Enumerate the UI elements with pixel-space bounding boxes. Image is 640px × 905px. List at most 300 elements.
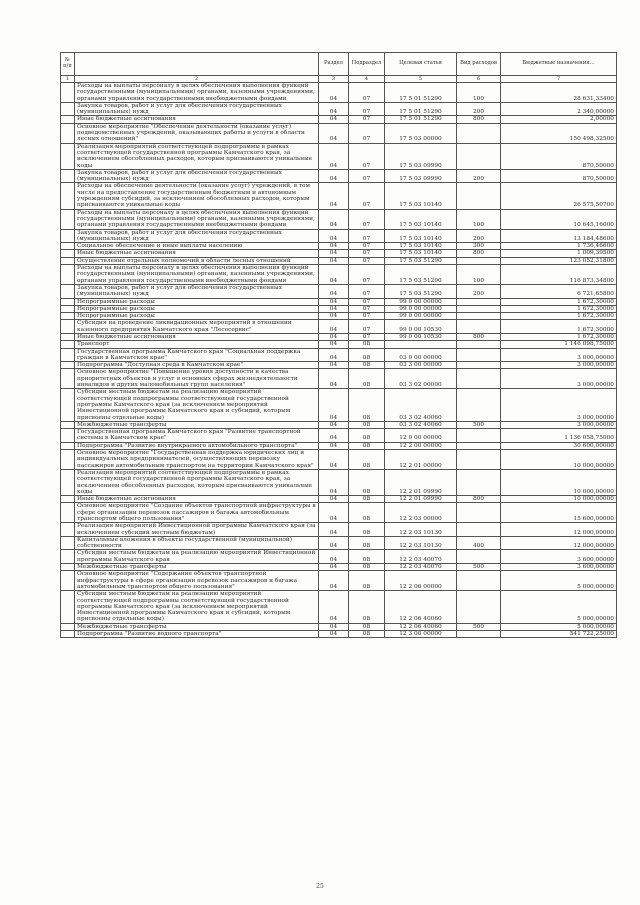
table-row [61,503,617,523]
row-type-cell [457,469,501,495]
row-amount-cell: 3 000,00000 [501,369,617,389]
row-section-cell: 04 [319,83,349,103]
row-type-cell [457,503,501,523]
row-amount-cell: 10 000,00000 [501,450,617,470]
row-number-cell [61,333,75,340]
table-row [61,305,617,312]
row-article-cell: 17 5 03 51290 [385,265,457,285]
row-amount-cell: 1 672,30000 [501,320,617,334]
row-name-cell: Реализация мероприятий соответствующей подпрограммы в рамках соответствующей государственной программы Камчатского края, за исключением обособленных расходов, которым присваиваются уникальные коды [75,469,319,495]
row-number-cell [61,591,75,623]
table-row [61,591,617,623]
table-row [61,469,617,495]
row-type-cell [457,183,501,209]
row-subsection-cell: 07 [349,83,385,103]
row-article-cell: 99 0 00 00000 [385,313,457,320]
row-section-cell: 04 [319,631,349,638]
row-type-cell [457,257,501,264]
row-number-cell [61,250,75,257]
row-name-cell: Подпрограмма "Развитие водного транспорта" [75,631,319,638]
row-type-cell: 800 [457,333,501,340]
table-row [61,123,617,143]
row-amount-cell: 1 736,46600 [501,243,617,250]
row-section-cell: 04 [319,536,349,550]
row-subsection-cell: 07 [349,123,385,143]
row-type-cell [457,320,501,334]
row-name-cell: Транспорт [75,341,319,348]
row-amount-cell: 10 000,00000 [501,496,617,503]
row-name-cell: Субсидия на проведение ликвидационных мероприятий в отношении казенного предприятия Камчатского края "Лесосервис" [75,320,319,334]
row-amount-cell: 1 136 058,75000 [501,429,617,443]
table-row [61,429,617,443]
row-subsection-cell: 07 [349,102,385,116]
row-amount-cell: 12 000,00000 [501,536,617,550]
row-name-cell: Расходы на выплаты персоналу в целях обеспечения выполнения функций государственными (муниципальными) органами, казенными учреждениями, органами управления государственными внебюджетными фондами [75,265,319,285]
row-article-cell: 99 0 00 00000 [385,305,457,312]
row-amount-cell: 5 000,00000 [501,623,617,630]
row-section-cell: 04 [319,503,349,523]
table-row [61,250,617,257]
row-amount-cell: 3 000,00000 [501,421,617,428]
row-section-cell: 04 [319,102,349,116]
row-name-cell: Основное мероприятие "Содержание объектов транспортной инфраструктуры в сфере организации перевозок пассажиров и багажа автомобильным транспортом общего пользования" [75,571,319,591]
row-number-cell [61,123,75,143]
row-name-cell: Основное мероприятие "Обеспечение деятельности (оказание услуг) подведомственных учреждений, оказывающих работы и услуги в области лесных отношений" [75,123,319,143]
row-name-cell: Субсидии местным бюджетам на реализацию мероприятий соответствующей подпрограммы соответствующей государственной программы Камчатского края (за исключением мероприятий Инвестиционной программы Камчатского края и субсидий, которым присвоены отдельные коды) [75,389,319,421]
row-subsection-cell: 08 [349,442,385,449]
row-section-cell: 04 [319,421,349,428]
row-amount-cell: 2,00000 [501,116,617,123]
table-row [61,229,617,243]
row-subsection-cell: 08 [349,369,385,389]
row-subsection-cell: 07 [349,209,385,229]
row-amount-cell: 10 000,00000 [501,469,617,495]
row-section-cell: 04 [319,320,349,334]
row-type-cell [457,571,501,591]
row-article-cell: 12 2 01 09990 [385,496,457,503]
row-article-cell: 17 5 03 10140 [385,229,457,243]
row-name-cell: Социальное обеспечение и иные выплаты населению [75,243,319,250]
row-name-cell: Реализация мероприятий Инвестиционной программы Камчатского края (за исключением субсидий местным бюджетам) [75,523,319,537]
row-number-cell [61,469,75,495]
row-subsection-cell: 08 [349,429,385,443]
column-number: 4 [349,76,385,83]
row-name-cell: Субсидии местным бюджетам на реализацию мероприятий соответствующей подпрограммы соответствующей государственной программы Камчатского края (за исключением мероприятий Инвестиционной программы Камчатского края и субсидий, которым присвоены отдельные коды) [75,591,319,623]
row-subsection-cell: 08 [349,421,385,428]
budget-sheet [60,52,616,638]
row-amount-cell: 3 000,00000 [501,389,617,421]
row-subsection-cell: 08 [349,362,385,369]
row-section-cell: 04 [319,257,349,264]
row-amount-cell: 5 000,00000 [501,591,617,623]
row-amount-cell: 1 672,30000 [501,298,617,305]
row-section-cell: 04 [319,183,349,209]
row-number-cell [61,116,75,123]
row-type-cell [457,305,501,312]
column-number: 5 [385,76,457,83]
row-number-cell [61,257,75,264]
row-section-cell: 04 [319,209,349,229]
row-article-cell: 99 0 00 00000 [385,298,457,305]
table-row [61,183,617,209]
column-header-amount: Бюджетные назначения… [501,53,617,76]
row-section-cell: 04 [319,442,349,449]
table-row [61,564,617,571]
row-subsection-cell: 07 [349,284,385,298]
row-article-cell: 03 3 00 00000 [385,362,457,369]
row-name-cell: Межбюджетные трансферты [75,623,319,630]
row-amount-cell: 28 631,33400 [501,83,617,103]
table-row [61,243,617,250]
column-number: 2 [75,76,319,83]
row-type-cell: 200 [457,169,501,183]
row-name-cell: Закупка товаров, работ и услуг для обеспечения государственных (муниципальных) нужд [75,284,319,298]
row-subsection-cell: 08 [349,631,385,638]
table-row [61,257,617,264]
table-row [61,341,617,348]
row-subsection-cell: 08 [349,623,385,630]
row-amount-cell: 12 000,00000 [501,523,617,537]
row-subsection-cell: 08 [349,591,385,623]
row-name-cell: Расходы на выплаты персоналу в целях обеспечения выполнения функций государственными (муниципальными) органами, казенными учреждениями, органами управления государственными внебюджетными фондами [75,209,319,229]
row-number-cell [61,503,75,523]
row-type-cell: 200 [457,284,501,298]
row-section-cell: 04 [319,369,349,389]
row-name-cell: Основное мероприятие "Создание объектов транспортной инфраструктуры в сфере организации перевозок пассажиров и багажа автомобильным транспортом общего пользования" [75,503,319,523]
row-subsection-cell: 08 [349,503,385,523]
row-section-cell: 04 [319,298,349,305]
table-row [61,169,617,183]
row-type-cell: 500 [457,623,501,630]
row-section-cell: 04 [319,265,349,285]
table-row [61,450,617,470]
row-number-cell [61,284,75,298]
row-type-cell [457,369,501,389]
row-amount-cell: 116 873,34800 [501,265,617,285]
row-article-cell: 03 3 02 00000 [385,369,457,389]
row-article-cell: 17 5 03 51290 [385,284,457,298]
row-subsection-cell: 08 [349,550,385,564]
table-row [61,442,617,449]
row-amount-cell: 3 600,00000 [501,550,617,564]
row-type-cell: 200 [457,229,501,243]
row-number-cell [61,243,75,250]
row-amount-cell: 13 184,48600 [501,229,617,243]
row-amount-cell: 541 722,25000 [501,631,617,638]
row-number-cell [61,631,75,638]
column-header-section: Раздел [319,53,349,76]
table-row [61,571,617,591]
row-article-cell: 03 3 02 40060 [385,389,457,421]
row-type-cell [457,389,501,421]
row-type-cell: 800 [457,496,501,503]
row-name-cell: Иные бюджетные ассигнования [75,496,319,503]
row-section-cell: 04 [319,623,349,630]
row-type-cell [457,442,501,449]
row-number-cell [61,183,75,209]
row-type-cell: 200 [457,102,501,116]
column-number: 3 [319,76,349,83]
table-body [61,83,617,638]
table-row [61,631,617,638]
table-row [61,143,617,169]
row-number-cell [61,450,75,470]
row-article-cell: 12 2 03 40070 [385,550,457,564]
table-row [61,284,617,298]
row-type-cell [457,313,501,320]
row-name-cell: Капитальные вложения в объекты государственной (муниципальной) собственности [75,536,319,550]
row-subsection-cell: 08 [349,341,385,348]
table-row [61,83,617,103]
row-article-cell: 12 2 01 00000 [385,450,457,470]
row-type-cell [457,143,501,169]
row-amount-cell: 870,50000 [501,169,617,183]
row-number-cell [61,536,75,550]
row-type-cell [457,550,501,564]
row-subsection-cell: 08 [349,348,385,362]
row-amount-cell: 1 672,30000 [501,305,617,312]
row-name-cell: Реализация мероприятий соответствующей подпрограммы в рамках соответствующей государственной программы Камчатского края, за исключением обособленных расходов, которым присваиваются уникальные коды [75,143,319,169]
row-amount-cell: 26 575,50700 [501,183,617,209]
row-subsection-cell: 08 [349,389,385,421]
row-section-cell: 04 [319,591,349,623]
row-type-cell: 100 [457,209,501,229]
row-section-cell: 04 [319,243,349,250]
row-section-cell: 04 [319,348,349,362]
row-subsection-cell: 08 [349,564,385,571]
row-type-cell [457,631,501,638]
row-type-cell [457,362,501,369]
table-row [61,209,617,229]
row-article-cell: 12 2 06 00000 [385,571,457,591]
row-subsection-cell: 08 [349,450,385,470]
row-section-cell: 04 [319,469,349,495]
row-article-cell: 17 5 03 09990 [385,143,457,169]
row-section-cell: 04 [319,333,349,340]
row-article-cell: 12 2 03 40070 [385,564,457,571]
row-amount-cell: 15 600,00000 [501,503,617,523]
row-number-cell [61,348,75,362]
row-section-cell: 04 [319,571,349,591]
row-subsection-cell: 07 [349,229,385,243]
row-section-cell: 04 [319,362,349,369]
row-amount-cell: 1 672,30000 [501,333,617,340]
table-row [61,536,617,550]
row-type-cell: 300 [457,243,501,250]
table-row [61,362,617,369]
row-number-cell [61,298,75,305]
table-row [61,496,617,503]
row-name-cell: Государственная программа Камчатского края "Развитие транспортной системы в Камчатском крае" [75,429,319,443]
row-number-cell [61,496,75,503]
row-article-cell: 12 2 00 00000 [385,442,457,449]
row-section-cell: 04 [319,143,349,169]
row-amount-cell: 870,50000 [501,143,617,169]
row-name-cell: Закупка товаров, работ и услуг для обеспечения государственных (муниципальных) нужд [75,102,319,116]
table-row [61,389,617,421]
column-header-name [75,53,319,76]
table-row [61,320,617,334]
row-number-cell [61,305,75,312]
row-number-cell [61,265,75,285]
row-name-cell: Расходы на выплаты персоналу в целях обеспечения выполнения функций государственными (муниципальными) органами, казенными учреждениями, органами управления государственными внебюджетными фондами [75,83,319,103]
row-number-cell [61,550,75,564]
column-number: 7 [501,76,617,83]
row-number-cell [61,623,75,630]
column-header-subsection: Подраздел [349,53,385,76]
row-number-cell [61,369,75,389]
row-subsection-cell: 07 [349,320,385,334]
table-row [61,116,617,123]
row-number-cell [61,313,75,320]
row-article-cell: 17 5 03 09990 [385,169,457,183]
row-article-cell: 17 5 03 10140 [385,209,457,229]
row-amount-cell: 123 052,31800 [501,257,617,264]
row-section-cell: 04 [319,284,349,298]
row-subsection-cell: 07 [349,333,385,340]
row-type-cell: 800 [457,250,501,257]
row-name-cell: Иные бюджетные ассигнования [75,250,319,257]
row-name-cell: Подпрограмма "Доступная среда в Камчатском крае" [75,362,319,369]
row-subsection-cell: 07 [349,298,385,305]
row-section-cell: 04 [319,523,349,537]
column-header-num: № п/п [61,53,75,76]
row-subsection-cell: 08 [349,536,385,550]
row-amount-cell: 1 672,30000 [501,313,617,320]
row-article-cell: 17 5 01 51290 [385,102,457,116]
table-row [61,102,617,116]
row-amount-cell: 3 000,00000 [501,362,617,369]
row-article-cell: 12 2 03 10130 [385,536,457,550]
row-amount-cell: 3 000,00000 [501,348,617,362]
table-row [61,333,617,340]
row-section-cell: 04 [319,123,349,143]
row-amount-cell: 1 009,39500 [501,250,617,257]
table-row [61,421,617,428]
row-number-cell [61,523,75,537]
table-header [61,53,617,83]
row-article-cell: 17 5 01 51290 [385,116,457,123]
row-type-cell [457,591,501,623]
row-subsection-cell: 07 [349,243,385,250]
row-section-cell: 04 [319,496,349,503]
row-article-cell: 12 0 00 00000 [385,429,457,443]
row-number-cell [61,564,75,571]
row-article-cell: 17 5 03 00000 [385,123,457,143]
row-name-cell: Осуществление отдельных полномочий в области лесных отношений [75,257,319,264]
row-name-cell: Иные бюджетные ассигнования [75,333,319,340]
row-amount-cell: 5 000,00000 [501,571,617,591]
row-type-cell [457,429,501,443]
table-row [61,369,617,389]
row-section-cell: 04 [319,550,349,564]
table-row [61,550,617,564]
row-number-cell [61,429,75,443]
row-subsection-cell: 08 [349,496,385,503]
column-header-article: Целевая статья [385,53,457,76]
row-subsection-cell: 08 [349,571,385,591]
row-number-cell [61,209,75,229]
row-type-cell: 100 [457,83,501,103]
row-name-cell: Межбюджетные трансферты [75,564,319,571]
row-name-cell: Основное мероприятие "Государственная поддержка юридических лиц и индивидуальных предпринимателей, осуществляющих перевозку пассажиров автомобильным транспортом на территории Камчатского края" [75,450,319,470]
row-number-cell [61,143,75,169]
row-subsection-cell: 07 [349,313,385,320]
row-amount-cell: 2 340,00000 [501,102,617,116]
row-type-cell: 500 [457,421,501,428]
budget-table [60,52,617,638]
row-name-cell: Закупка товаров, работ и услуг для обеспечения государственных (муниципальных) нужд [75,169,319,183]
row-subsection-cell: 08 [349,469,385,495]
row-name-cell: Субсидии местным бюджетам на реализацию мероприятий Инвестиционной программы Камчатского края [75,550,319,564]
column-numbering-row [61,76,617,83]
row-article-cell: 12 3 00 00000 [385,631,457,638]
table-row [61,348,617,362]
row-amount-cell: 10 645,16000 [501,209,617,229]
row-type-cell [457,450,501,470]
row-amount-cell: 6 721,65800 [501,284,617,298]
row-section-cell: 04 [319,389,349,421]
row-subsection-cell: 07 [349,257,385,264]
row-number-cell [61,341,75,348]
row-number-cell [61,102,75,116]
row-subsection-cell: 07 [349,143,385,169]
row-number-cell [61,229,75,243]
page-number: 25 [316,883,324,890]
row-article-cell: 17 5 03 10140 [385,183,457,209]
row-article-cell: 99 0 00 10530 [385,333,457,340]
row-subsection-cell: 07 [349,305,385,312]
table-row [61,265,617,285]
row-name-cell: Межбюджетные трансферты [75,421,319,428]
row-section-cell: 04 [319,250,349,257]
row-name-cell: Основное мероприятие "Повышение уровня доступности и качества приоритетных объектов и услуг в основных сферах жизнедеятельности инвалидов и других маломобильных групп населения" [75,369,319,389]
row-section-cell: 04 [319,229,349,243]
table-row [61,523,617,537]
row-number-cell [61,421,75,428]
row-section-cell: 04 [319,313,349,320]
row-article-cell [385,341,457,348]
row-section-cell: 04 [319,116,349,123]
row-section-cell: 04 [319,341,349,348]
row-article-cell: 17 5 03 51290 [385,257,457,264]
row-section-cell: 04 [319,564,349,571]
row-name-cell: Подпрограмма "Развитие внутрикраевого автомобильного транспорта" [75,442,319,449]
row-subsection-cell: 07 [349,116,385,123]
row-number-cell [61,83,75,103]
row-article-cell: 17 5 01 51290 [385,83,457,103]
row-subsection-cell: 07 [349,250,385,257]
row-number-cell [61,320,75,334]
row-article-cell: 12 2 03 00000 [385,503,457,523]
row-amount-cell: 1 146 098,75000 [501,341,617,348]
row-section-cell: 04 [319,450,349,470]
row-article-cell: 03 0 00 00000 [385,348,457,362]
row-type-cell [457,341,501,348]
row-type-cell: 100 [457,265,501,285]
row-article-cell: 12 2 03 10130 [385,523,457,537]
table-row [61,313,617,320]
row-number-cell [61,362,75,369]
row-type-cell: 400 [457,536,501,550]
row-subsection-cell: 07 [349,265,385,285]
row-amount-cell: 30 600,00000 [501,442,617,449]
table-row [61,298,617,305]
row-type-cell [457,348,501,362]
table-row [61,623,617,630]
row-section-cell: 04 [319,429,349,443]
row-type-cell: 800 [457,116,501,123]
